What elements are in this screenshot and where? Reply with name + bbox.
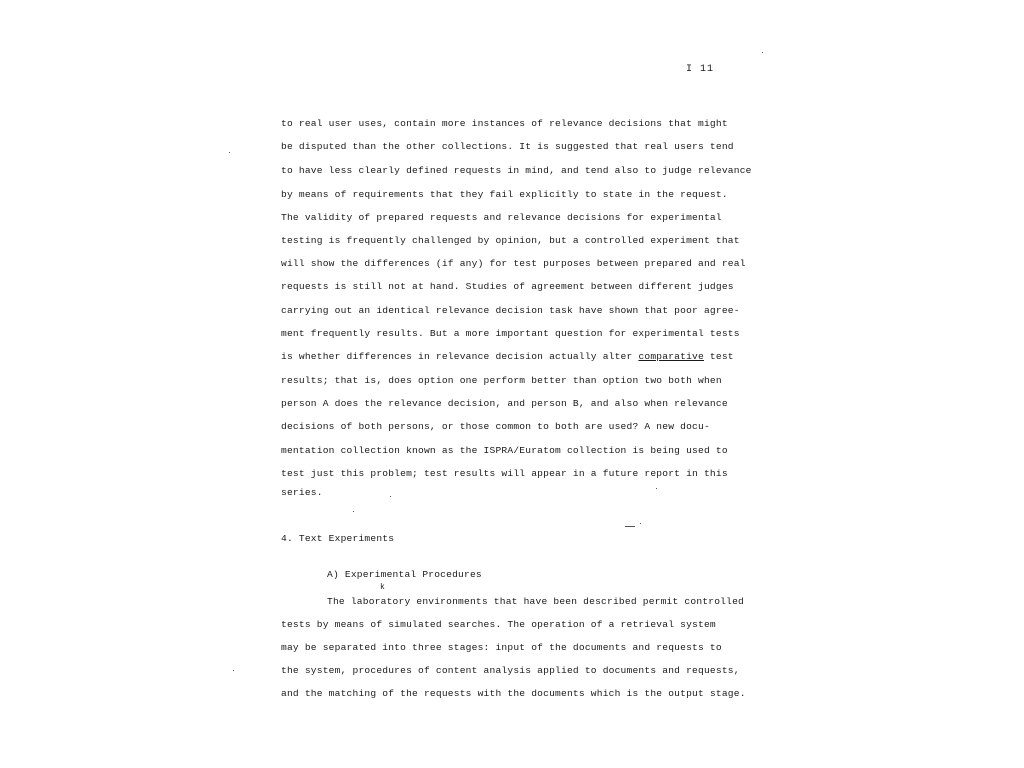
text-line: testing is frequently challenged by opinion, but a controlled experiment that — [281, 235, 740, 246]
text-line-with-underline — [281, 351, 734, 362]
scan-speck — [625, 526, 635, 527]
subsection-heading: A) Experimental Procedures — [327, 569, 482, 580]
text-line: tests by means of simulated searches. The operation of a retrieval system — [281, 619, 716, 630]
text-line: decisions of both persons, or those common to both are used? A new docu- — [281, 421, 710, 432]
text-line: be disputed than the other collections. It is suggested that real users tend — [281, 141, 734, 152]
text-line: The validity of prepared requests and relevance decisions for experimental — [281, 212, 722, 223]
text-line: the system, procedures of content analysis applied to documents and requests, — [281, 665, 740, 676]
scan-speck — [353, 511, 354, 512]
text-line: series. — [281, 487, 323, 498]
text-line: carrying out an identical relevance decision task have shown that poor agree- — [281, 305, 740, 316]
text-line: person A does the relevance decision, and person B, and also when relevance — [281, 398, 728, 409]
text-line: requests is still not at hand. Studies of agreement between different judges — [281, 281, 734, 292]
text-line: The laboratory environments that have been described permit controlled — [327, 596, 745, 607]
text-line: mentation collection known as the ISPRA/Euratom collection is being used to — [281, 445, 728, 456]
scan-speck — [390, 496, 391, 497]
text-span: test — [703, 351, 734, 362]
section-heading: 4. Text Experiments — [281, 533, 395, 544]
text-line: to have less clearly defined requests in mind, and tend also to judge relevance — [281, 165, 752, 176]
text-line: will show the differences (if any) for test purposes between prepared and real — [281, 258, 746, 269]
text-line: may be separated into three stages: input of the documents and requests to — [281, 642, 722, 653]
underlined-word: comparative — [638, 351, 704, 362]
text-line: to real user uses, contain more instances of relevance decisions that might — [281, 118, 728, 129]
text-line: test just this problem; test results will appear in a future report in this — [281, 468, 728, 479]
stray-mark: k — [380, 583, 386, 592]
page-number: I 11 — [686, 64, 715, 75]
text-line: ment frequently results. But a more important question for experimental tests — [281, 328, 740, 339]
text-span: is whether differences in relevance decision actually alter — [281, 351, 639, 362]
scan-speck — [656, 488, 657, 489]
scan-speck — [233, 670, 234, 671]
scan-speck — [229, 152, 230, 153]
scan-speck — [640, 523, 641, 524]
text-line: results; that is, does option one perform better than option two both when — [281, 375, 722, 386]
text-line: and the matching of the requests with the documents which is the output stage. — [281, 688, 746, 699]
text-line: by means of requirements that they fail explicitly to state in the request. — [281, 189, 728, 200]
scan-speck — [762, 52, 763, 53]
